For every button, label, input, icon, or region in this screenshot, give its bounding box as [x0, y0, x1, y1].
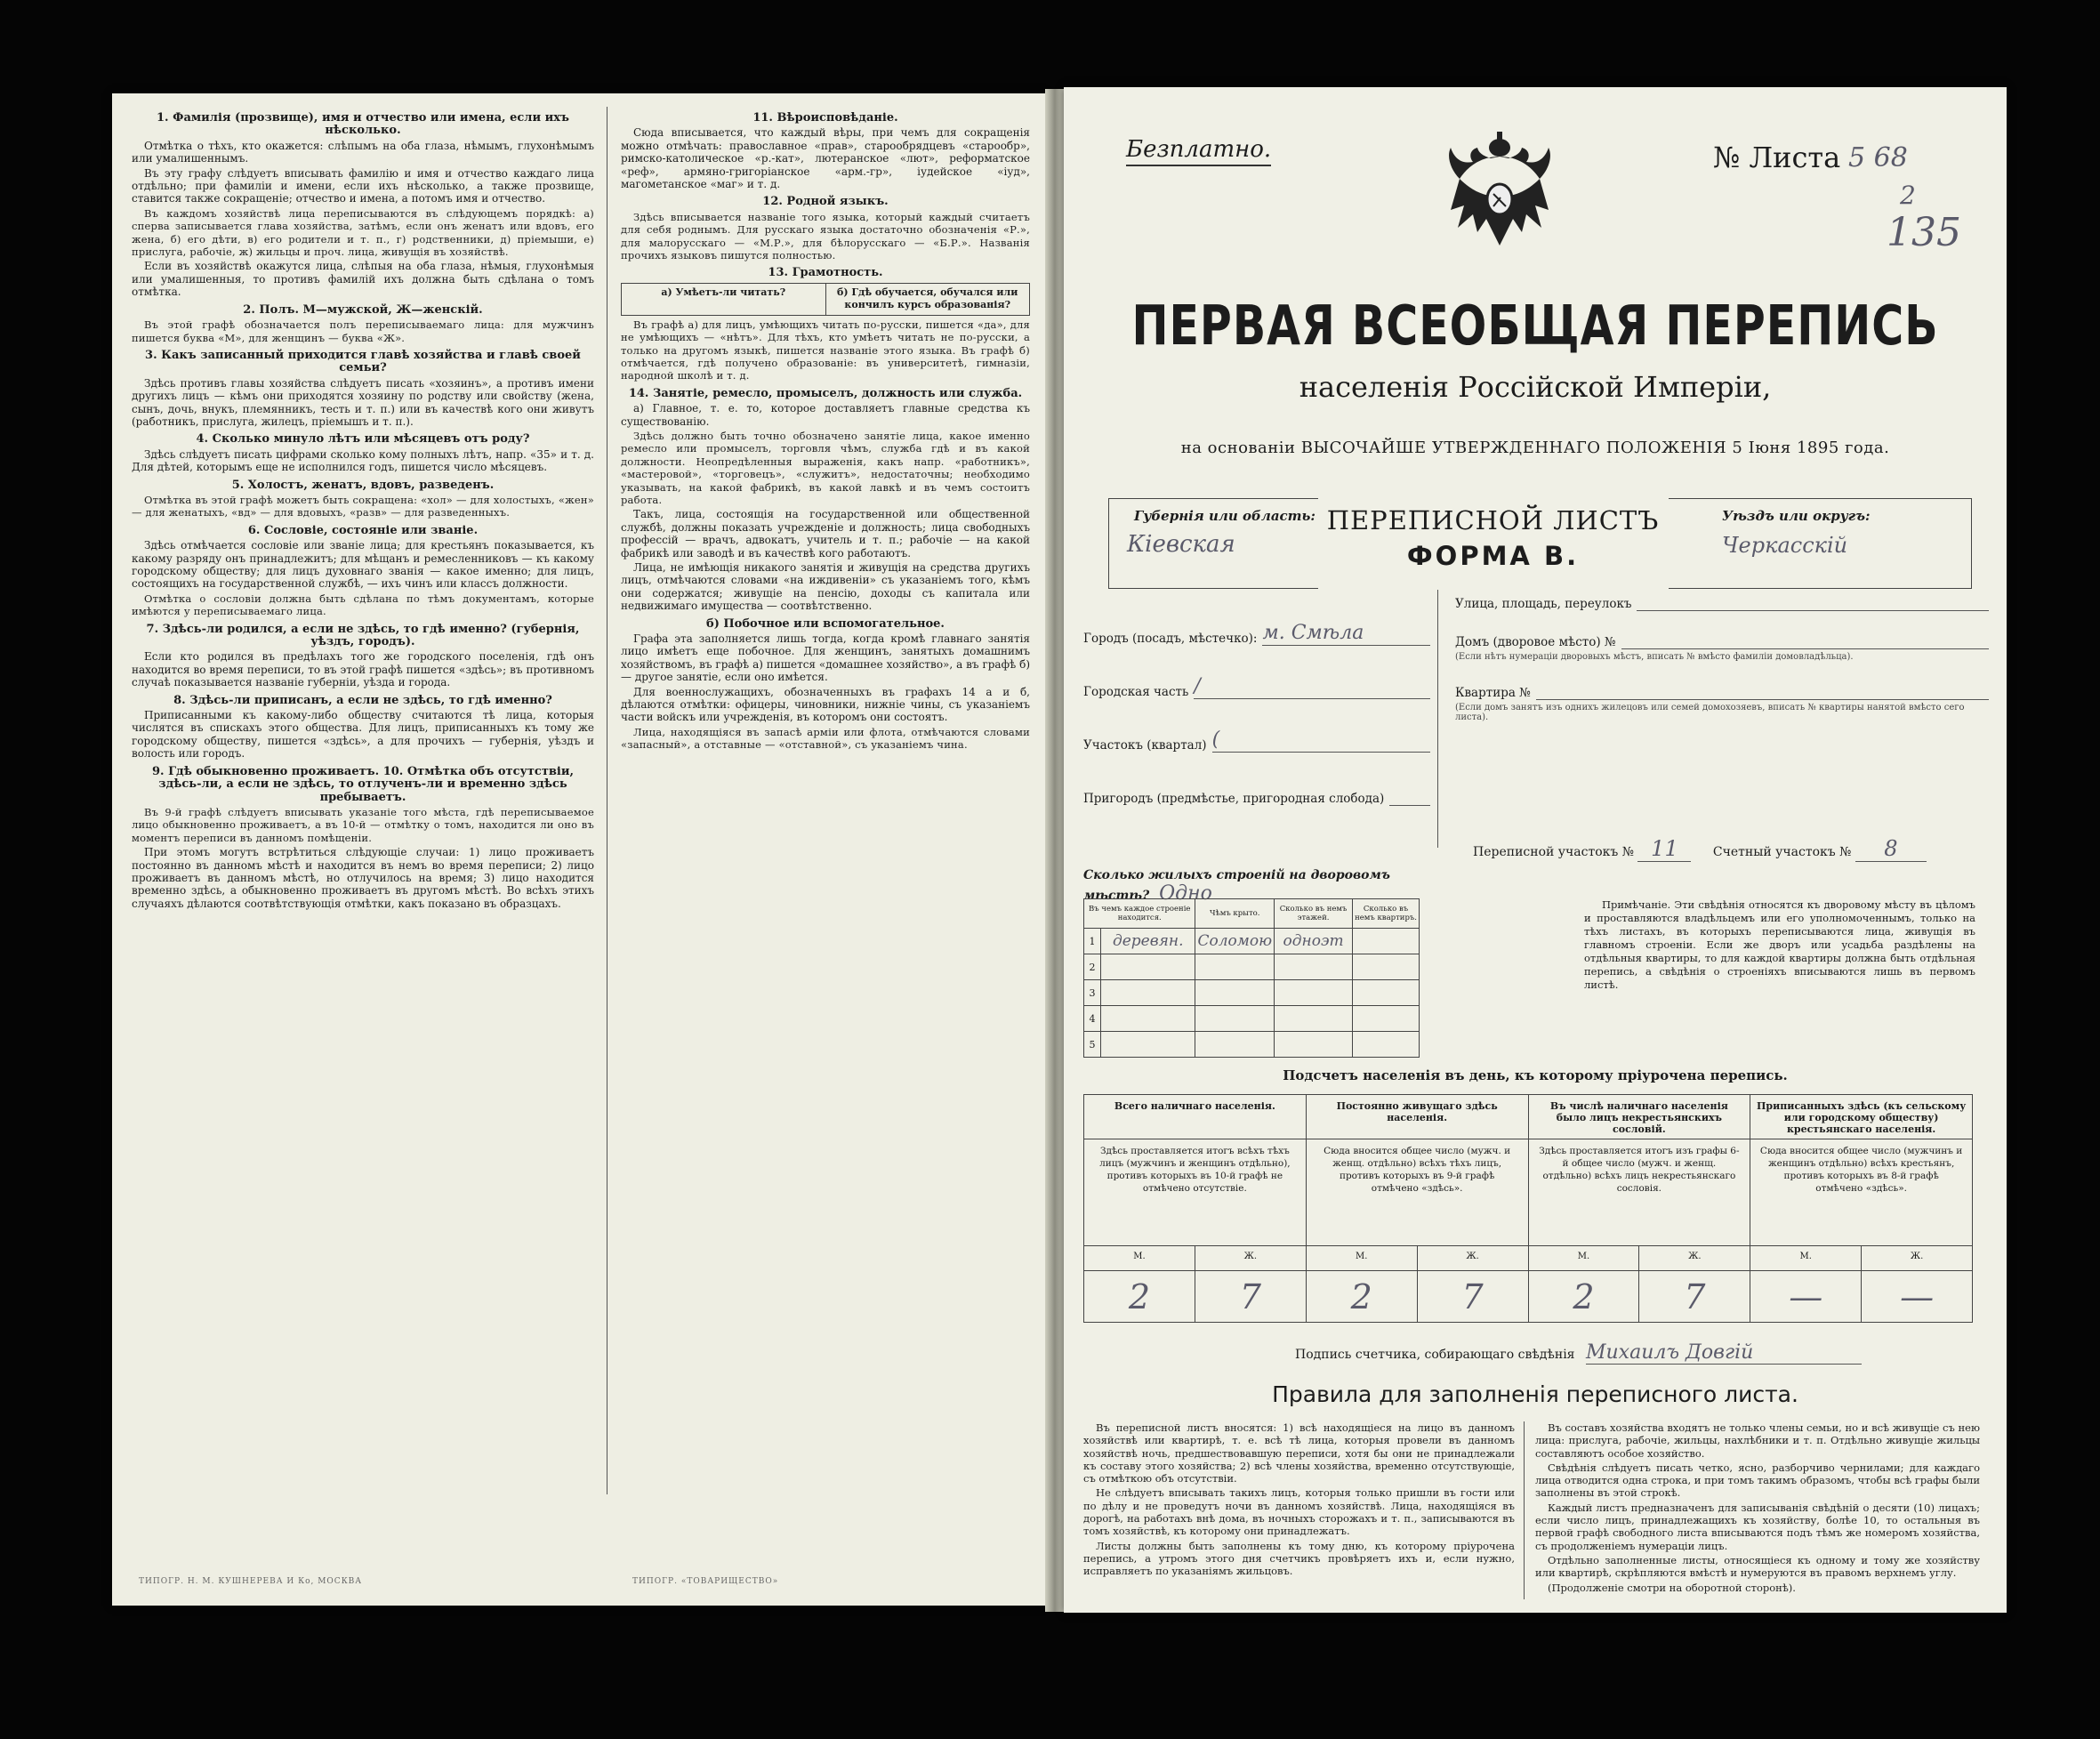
- address-value: [1621, 631, 1989, 649]
- paragraph: Въ графѣ а) для лицъ, умѣющихъ читать по-русски, пишется «да», для не умѣющихъ — «нѣтъ». Для тѣхъ, кто умѣетъ читать не по-русски, а только на другомъ языкѣ, пишется названіе этого языка. Въ графѣ б) отмѣчается, гдѣ получено образованіе: въ университетѣ, гимназіи, народной школѣ и т. д.: [621, 318, 1030, 382]
- rules-title: Правила для заполненія переписного листа.: [1272, 1381, 1798, 1407]
- female-count: 7: [1639, 1271, 1750, 1323]
- perepisnoy-label: Переписной участокъ №: [1473, 845, 1634, 859]
- paragraph: Если кто родился въ предѣлахъ того же городского поселенія, гдѣ онъ находится во время переписи, то въ этой графѣ пишется «здѣсь»; въ противномъ случаѣ показывается названіе губерніи, уѣзда и города.: [132, 650, 594, 689]
- female-count: 7: [1195, 1271, 1307, 1323]
- address-label: Городъ (посадъ, мѣстечко):: [1083, 632, 1258, 646]
- male-label: М.: [1750, 1246, 1862, 1271]
- address-fields-right: [1455, 592, 1989, 742]
- buildings-cell: [1101, 1032, 1195, 1058]
- female-count: 7: [1418, 1271, 1529, 1323]
- address-row: [1455, 631, 1989, 662]
- rules-paragraph: Свѣдѣнія слѣдуетъ писать четко, ясно, разборчиво чернилами; для каждаго лица отводится одна строка, и при томъ такимъ образомъ, чтобы всѣ графы были заполнены въ этой строкѣ.: [1535, 1461, 1980, 1500]
- address-line: [1455, 681, 1989, 700]
- paragraph: Если въ хозяйствѣ окажутся лица, слѣпыя на оба глаза, нѣмыя, глухонѣмыя или умалишенныя, то противъ фамилій ихъ должна быть сдѣлана о томъ отмѣтка.: [132, 260, 594, 299]
- buildings-header: Сколько въ немъ этажей.: [1275, 899, 1353, 929]
- gubernia-label: Губернія или область:: [1134, 508, 1316, 524]
- female-label: Ж.: [1639, 1246, 1750, 1271]
- female-label: Ж.: [1418, 1246, 1529, 1271]
- address-label: Участокъ (квартал): [1083, 738, 1207, 753]
- paragraph: Такъ, лица, состоящія на государственной или общественной службѣ, должны показать учрежденіе и должность; лица свободныхъ профессій — врачъ, адвокатъ, учитель и т. п.; рабочіе — на какой фабрикѣ или заводѣ и въ качествѣ кого работаютъ.: [621, 508, 1030, 560]
- section-heading: 5. Холостъ, женатъ, вдовъ, разведенъ.: [231, 478, 495, 492]
- buildings-cell: [1353, 1006, 1420, 1032]
- paragraph: Для военнослужащихъ, обозначенныхъ въ графахъ 14 а и б, дѣлаются отмѣтки: офицеры, чиновники, нижніе чины, съ указаніемъ части войскъ или учрежденія, въ которомъ они состоятъ.: [621, 685, 1030, 724]
- list-title-block: [1317, 498, 1669, 587]
- male-label: М.: [1084, 1246, 1195, 1271]
- address-value: м. Смѣла: [1262, 622, 1430, 646]
- paragraph: Въ эту графу слѣдуетъ вписывать фамилію и имя и отчество каждаго лица отдѣльно; при фамиліи и имени, если ихъ нѣсколько, а также прозвище, ставится также сокращеніе; отчество и имена, а потомъ имя и отчество.: [132, 166, 594, 205]
- paragraph: а) Главное, т. е. то, которое доставляетъ главные средства къ существованію.: [621, 402, 1030, 428]
- section-heading: 9. Гдѣ обыкновенно проживаетъ. 10. Отмѣтка объ отсутствіи, здѣсь-ли, а если не здѣсь, то отлученъ-ли и временно здѣсь пребываетъ.: [151, 764, 575, 804]
- section-heading: 11. Вѣроисповѣданіе.: [752, 111, 898, 125]
- paragraph: Въ каждомъ хозяйствѣ лица переписываются въ слѣдующемъ порядкѣ: а) сперва записывается глава хозяйства, затѣмъ, если онъ женатъ или вдовъ, его жена, б) его дѣти, в) его родители и т. п., г) родственники, д) пріемыши, е) прислуга, рабочіе, ж) жильцы и проч. лица, живущія въ хозяйствѣ.: [132, 206, 594, 259]
- buildings-cell: [1275, 954, 1353, 980]
- paragraph: Лица, не имѣющія никакого занятія и живущія на средства другихъ лицъ, отмѣчаются словами «на иждивеніи» съ указаніемъ того, кѣмъ они содержатся; живущіе на пенсію, доходы съ капитала или недвижимаго имущества — соотвѣтственно.: [621, 561, 1030, 613]
- paragraph: Здѣсь отмѣчается сословіе или званіе лица; для крестьянъ показывается, къ какому разряду онъ принадлежитъ; для мѣщанъ и ремесленниковъ — къ какому городскому обществу; для лицъ духовнаго званія — какое именно; для лицъ, состоящихъ на государственной службѣ, — ихъ чинъ или классъ должности.: [132, 539, 594, 591]
- paragraph: Въ этой графѣ обозначается полъ переписываемаго лица: для мужчинъ пишется буква «М», для женщинъ — буква «Ж».: [132, 318, 594, 344]
- address-row: [1083, 753, 1430, 806]
- female-count: —: [1862, 1271, 1973, 1323]
- paragraph: Здѣсь слѣдуетъ писать цифрами сколько кому полныхъ лѣтъ, напр. «35» и т. д. Для дѣтей, которымъ еще не исполнился годъ, пишется число мѣсяцевъ.: [132, 447, 594, 474]
- address-line: [1455, 631, 1989, 649]
- schetny-value: 8: [1855, 836, 1927, 862]
- count-column-header: Приписанныхъ здѣсь (къ сельскому или городскому обществу) крестьянскаго населенія.: [1750, 1095, 1973, 1139]
- paragraph: Здѣсь противъ главы хозяйства слѣдуетъ писать «хозяинъ», а противъ имени другихъ лицъ — кѣмъ они приходятся хозяину по родству или свойству (жена, сынъ, дочь, внукъ, племянникъ, тесть и т. п.) или въ качествѣ кого они живутъ (работникъ, прислуга, жилецъ, пріемышъ и т. п.).: [132, 376, 594, 428]
- rules-paragraph: Отдѣльно заполненные листы, относящіеся къ одному и тому же хозяйству или квартирѣ, скрѣпляются вмѣстѣ и нумеруются въ правомъ верхнемъ углу.: [1535, 1553, 1980, 1580]
- address-note: (Если домъ занятъ изъ однихъ жилецовъ или семей домохозяевъ, вписать № квартиры нанятой вмѣсто сего листа).: [1455, 703, 1965, 722]
- buildings-row: [1084, 980, 1420, 1006]
- buildings-table: [1083, 898, 1420, 1058]
- sheet-number-label: № Листа: [1713, 141, 1841, 174]
- address-value: [1637, 592, 1989, 611]
- address-label: Городская часть: [1083, 685, 1189, 699]
- address-row: [1455, 592, 1989, 611]
- buildings-note: Примѣчаніе. Эти свѣдѣнія относятся къ дворовому мѣсту въ цѣломъ и проставляются владѣльцемъ или его уполномоченнымъ, только на тѣхъ листахъ, въ которыхъ переписываются лица, живущія въ главномъ строеніи. Если же дворъ или усадьба раздѣлены на отдѣльныя квартиры, то для каждой квартиры должна быть отдѣльная перепись, а свѣдѣнія о строеніяхъ вписываются лишь въ первомъ листѣ.: [1584, 898, 1975, 991]
- gubernia-field: [1108, 498, 1318, 589]
- male-count: —: [1750, 1271, 1862, 1323]
- list-form: ФОРМА В.: [1406, 541, 1580, 571]
- buildings-row: [1084, 1032, 1420, 1058]
- address-label: Квартира №: [1455, 686, 1531, 700]
- literacy-subtable: [621, 283, 1030, 316]
- imperial-eagle-emblem: [1442, 130, 1557, 254]
- literacy-subheading: а) Умѣетъ-ли читать?: [622, 284, 826, 316]
- address-divider: [1437, 590, 1438, 848]
- census-basis: на основаніи ВЫСОЧАЙШЕ УТВЕРЖДЕННАГО ПОЛОЖЕНІЯ 5 Іюня 1895 года.: [1180, 439, 1890, 457]
- buildings-cell: [1353, 1032, 1420, 1058]
- census-title: ПЕРВАЯ ВСЕОБЩАЯ ПЕРЕПИСЬ: [1131, 294, 1939, 358]
- count-title: Подсчетъ населенія въ день, къ которому пріурочена перепись.: [1283, 1067, 1788, 1083]
- rules-paragraph: Въ переписной листъ вносятся: 1) всѣ находящіеся на лицо въ данномъ хозяйствѣ или квартирѣ, т. е. всѣ тѣ лица, которыя провели въ данномъ хозяйствѣ ночь, предшествовавшую переписи, хотя бы они не принадлежали къ составу этого хозяйства; 2) всѣ члены хозяйства, временно отсутствующіе, съ отмѣткою объ отсутствіи.: [1083, 1421, 1515, 1485]
- address-label: Домъ (дворовое мѣсто) №: [1455, 635, 1616, 649]
- signature-value: Михаилъ Довгій: [1586, 1341, 1862, 1365]
- male-label: М.: [1307, 1246, 1418, 1271]
- count-grid: [1083, 1094, 1973, 1323]
- count-column-description: Здѣсь проставляется итогъ всѣхъ тѣхъ лицъ (мужчинъ и женщинъ отдѣльно), противъ которыхъ въ 10-й графѣ не отмѣчено отсутствіе.: [1084, 1139, 1307, 1246]
- paragraph: Лица, находящіяся въ запасѣ арміи или флота, отмѣчаются словами «запасный», а отставные — «отставной», съ указаніемъ чина.: [621, 725, 1030, 752]
- gubernia-value: Кіевская: [1127, 531, 1235, 558]
- paragraph: Отмѣтка въ этой графѣ можетъ быть сокращена: «хол» — для холостыхъ, «жен» — для женатыхъ, «вд» — для вдовыхъ, «разв» — для разведенныхъ.: [132, 493, 594, 519]
- buildings-cell: [1101, 954, 1195, 980]
- section-heading: 7. Здѣсь-ли родился, а если не здѣсь, то гдѣ именно? (губернія, уѣздъ, городъ).: [146, 622, 580, 649]
- paragraph: Приписанными къ какому-либо обществу считаются тѣ лица, которыя числятся въ спискахъ этого общества. Для лицъ, приписанныхъ къ тому же городскому обществу, пишется «здѣсь», а для прочихъ — губернія, уѣздъ и волость или городъ.: [132, 709, 594, 761]
- schetny-label: Счетный участокъ №: [1712, 845, 1852, 859]
- count-column-header: Всего наличнаго населенія.: [1084, 1095, 1307, 1139]
- uezd-value: Черкасскій: [1722, 533, 1848, 558]
- population-count-table: [1083, 1094, 1973, 1334]
- address-label: Улица, площадь, переулокъ: [1455, 597, 1632, 611]
- uezd-label: Уѣздъ или округъ:: [1722, 508, 1871, 524]
- address-row: [1083, 646, 1430, 699]
- perepisnoy-uchastok: [1473, 836, 1989, 862]
- address-line: [1455, 592, 1989, 611]
- buildings-cell: [1353, 980, 1420, 1006]
- count-column-header: Въ числѣ наличнаго населенія было лицъ некрестьянскихъ сословій.: [1529, 1095, 1751, 1139]
- free-label: Безплатно.: [1126, 136, 1271, 166]
- address-value: [1536, 681, 1989, 700]
- buildings-cell: [1275, 1032, 1353, 1058]
- address-row: [1455, 681, 1989, 722]
- rules-paragraph: Не слѣдуетъ вписывать такихъ лицъ, которыя только пришли въ гости или по дѣлу и не проведутъ ночи въ данномъ хозяйствѣ. Лица, находящіяся въ дорогѣ, на работахъ внѣ дома, въ ночныхъ сторожахъ и т. п., записываются въ томъ хозяйствѣ, къ которому они принадлежатъ.: [1083, 1486, 1515, 1538]
- buildings-answer: Одно: [1159, 882, 1212, 905]
- rules-divider: [1524, 1421, 1525, 1599]
- section-heading: 2. Полъ. М—мужской, Ж—женскій.: [243, 302, 483, 317]
- paragraph: Сюда вписывается, что каждый вѣры, при чемъ для сокращенія можно отмѣчать: православное «прав», старообрядцевъ «старообр», римско-католическое «р.-кат», лютеранское «лют», реформатское «реф», армяно-григоріанское «арм.-гр», іудейское «іуд», магометанское «маг» и т. д.: [621, 126, 1030, 191]
- count-column-description: Сюда вносится общее число (мужчинъ и женщинъ отдѣльно) всѣхъ крестьянъ, противъ которыхъ въ 8-й графѣ отмѣчено «здѣсь».: [1750, 1139, 1973, 1246]
- section-heading: 12. Родной языкъ.: [762, 195, 889, 209]
- left-text-column-1: [132, 107, 594, 1503]
- uezd-field: [1669, 498, 1972, 589]
- rules-paragraph: Въ составъ хозяйства входятъ не только члены семьи, но и всѣ живущіе съ нею лица: прислуга, рабочіе, жильцы, нахлѣбники и т. п. Отдѣльно живущіе жильцы составляютъ особое хозяйство.: [1535, 1421, 1980, 1460]
- buildings-cell: [1353, 929, 1420, 954]
- buildings-cell: 3: [1084, 980, 1101, 1006]
- section-heading: 8. Здѣсь-ли приписанъ, а если не здѣсь, то гдѣ именно?: [173, 693, 552, 707]
- buildings-cell: [1101, 980, 1195, 1006]
- paragraph: Здѣсь должно быть точно обозначено занятіе лица, какое именно ремесло или промыселъ, торговля чѣмъ, служба гдѣ и въ какой должности. Неопредѣленныя выраженія, какъ напр. «работникъ», «мастеровой», «торговецъ», «служитъ», недостаточны; необходимо указывать, на какой фабрикѣ, въ какой лавкѣ и въ чемъ состоитъ работа.: [621, 429, 1030, 506]
- sheet-number-handwritten-3: 135: [1887, 210, 1961, 255]
- address-note: (Если нѣтъ нумераціи дворовыхъ мѣстъ, вписать № вмѣсто фамиліи домовладѣльца).: [1455, 652, 1854, 662]
- buildings-cell: деревян.: [1101, 929, 1195, 954]
- male-label: М.: [1529, 1246, 1640, 1271]
- sheet-number-handwritten: 5 68: [1848, 142, 1908, 173]
- section-heading: 3. Какъ записанный приходится главѣ хозяйства и главѣ своей семьи?: [145, 348, 581, 375]
- section-heading: 13. Грамотность.: [768, 266, 883, 280]
- section-heading: б) Побочное или вспомогательное.: [706, 616, 945, 631]
- printer-imprint-right: ТИПОГР. «ТОВАРИЩЕСТВО»: [632, 1577, 779, 1586]
- buildings-cell: [1275, 980, 1353, 1006]
- book-gutter: [1045, 89, 1065, 1612]
- perepisnoy-value: 11: [1637, 836, 1691, 862]
- counter-signature: [1295, 1341, 1989, 1365]
- printer-imprint-left: ТИПОГР. Н. М. КУШНЕРЕВА И Ко, МОСКВА: [139, 1577, 363, 1586]
- rules-left-column: [1083, 1421, 1515, 1604]
- address-row: [1083, 592, 1430, 646]
- literacy-subheading: б) Гдѣ обучается, обучался или кончилъ курсъ образованія?: [826, 284, 1031, 316]
- buildings-question-text: Сколько жилыхъ строеній на дворовомъ мѣстѣ?: [1083, 868, 1390, 903]
- rules-paragraph: Каждый листъ предназначенъ для записыванія свѣдѣній о десяти (10) лицахъ; если число лицъ, принадлежащихъ къ хозяйству, болѣе 10, то остальныя въ первой графѣ свободного листа вписываются подъ тѣмъ же номеромъ хозяйства, съ продолженіемъ нумераціи лицъ.: [1535, 1501, 1980, 1552]
- census-subtitle: населенія Россійской Имперіи,: [1299, 370, 1772, 404]
- buildings-cell: [1275, 1006, 1353, 1032]
- buildings-cell: [1101, 1006, 1195, 1032]
- address-label: Пригородъ (предмѣстье, пригородная слобода): [1083, 792, 1385, 806]
- left-page: [112, 93, 1046, 1606]
- buildings-cell: [1195, 954, 1275, 980]
- sheet-number-handwritten-2: 2: [1900, 181, 1916, 210]
- section-heading: 14. Занятіе, ремесло, промыселъ, должность или служба.: [628, 386, 1023, 400]
- paragraph: Отмѣтка о тѣхъ, кто окажется: слѣпымъ на оба глаза, нѣмымъ, глухонѣмымъ или умалишеннымъ.: [132, 139, 594, 165]
- rules-paragraph: Листы должны быть заполнены къ тому дню, къ которому пріурочена перепись, а утромъ этого дня счетчикъ провѣряетъ ихъ и, если нужно, исправляетъ по указаніямъ жильцовъ.: [1083, 1539, 1515, 1578]
- count-column-description: Здѣсь проставляется итогъ изъ графы 6-й общее число (мужч. и женщ. отдѣльно) всѣхъ лицъ некрестьянскаго сословія.: [1529, 1139, 1751, 1246]
- buildings-header: Чѣмъ крыто.: [1195, 899, 1275, 929]
- address-value: /: [1194, 675, 1430, 699]
- section-heading: 4. Сколько минуло лѣтъ или мѣсяцевъ отъ роду?: [196, 432, 530, 447]
- paragraph: Графа эта заполняется лишь тогда, когда кромѣ главнаго занятія лицо имѣетъ еще побочное. Для женщинъ, занятыхъ домашнимъ хозяйствомъ, въ графѣ а) пишется «домашнее хозяйство», а въ графѣ б) — другое занятіе, если оно имѣется.: [621, 632, 1030, 684]
- paragraph: Въ 9-й графѣ слѣдуетъ вписывать указаніе того мѣста, гдѣ переписываемое лицо обыкновенно проживаетъ, а въ 10-й — отмѣтку о томъ, находится ли оно въ моментъ переписи въ данномъ помѣщеніи.: [132, 805, 594, 844]
- buildings-row: [1084, 1006, 1420, 1032]
- female-label: Ж.: [1195, 1246, 1307, 1271]
- buildings-cell: [1353, 954, 1420, 980]
- buildings-header: Сколько въ немъ квартиръ.: [1353, 899, 1420, 929]
- right-page: [1064, 87, 2007, 1613]
- buildings-header-row: [1084, 899, 1420, 929]
- address-value: (: [1212, 729, 1430, 753]
- buildings-cell: 2: [1084, 954, 1101, 980]
- female-label: Ж.: [1862, 1246, 1973, 1271]
- address-fields-left: [1083, 592, 1430, 806]
- buildings-cell: [1195, 980, 1275, 1006]
- buildings-cell: 1: [1084, 929, 1101, 954]
- male-count: 2: [1307, 1271, 1418, 1323]
- rules-right-column: [1535, 1421, 1980, 1604]
- section-heading: 6. Сословіе, состояніе или званіе.: [247, 523, 479, 537]
- buildings-header: Въ чемъ каждое строеніе находится.: [1084, 899, 1195, 929]
- rules-paragraph: (Продолженіе смотри на оборотной сторонѣ).: [1548, 1581, 1796, 1594]
- left-text-column-2: [621, 107, 1030, 1503]
- paragraph: Отмѣтка о сословіи должна быть сдѣлана по тѣмъ документамъ, которые имѣются у переписываемаго лица.: [132, 592, 594, 618]
- buildings-cell: Соломою: [1195, 929, 1275, 954]
- signature-label: Подпись счетчика, собирающаго свѣдѣнія: [1295, 1348, 1575, 1362]
- paragraph: При этомъ могутъ встрѣтиться слѣдующіе случаи: 1) лицо проживаетъ постоянно въ данномъ мѣстѣ и находится въ немъ во время переписи; 2) лицо проживаетъ въ данномъ мѣстѣ, но отлучилось на время; 3) лицо находится временно здѣсь, а обыкновенно проживаетъ въ другомъ мѣстѣ. Во всѣхъ этихъ случаяхъ дѣлаются соотвѣтствующія отмѣтки, какъ показано въ образцахъ.: [132, 846, 594, 910]
- buildings-cell: 4: [1084, 1006, 1101, 1032]
- paragraph: Здѣсь вписывается названіе того языка, который каждый считаетъ для себя роднымъ. Для русскаго языка достаточно обозначенія «Р.», для малорусскаго — «М.Р.», для бѣлорусскаго — «Б.Р.». Названія прочихъ языковъ пишутся полностью.: [621, 210, 1030, 262]
- count-column-header: Постоянно живущаго здѣсь населенія.: [1307, 1095, 1529, 1139]
- address-value: [1389, 782, 1430, 806]
- buildings-row: [1084, 954, 1420, 980]
- male-count: 2: [1529, 1271, 1640, 1323]
- buildings-cell: 5: [1084, 1032, 1101, 1058]
- section-heading: 1. Фамилія (прозвище), имя и отчество или имена, если ихъ нѣсколько.: [157, 111, 569, 138]
- list-title: ПЕРЕПИСНОЙ ЛИСТЪ: [1326, 505, 1660, 535]
- address-row: [1083, 699, 1430, 753]
- count-column-description: Сюда вносится общее число (мужч. и женщ. отдѣльно) всѣхъ тѣхъ лицъ, противъ которыхъ въ 9-й графѣ отмѣчено «здѣсь».: [1307, 1139, 1529, 1246]
- buildings-cell: [1195, 1006, 1275, 1032]
- buildings-cell: [1195, 1032, 1275, 1058]
- buildings-row: [1084, 929, 1420, 954]
- male-count: 2: [1084, 1271, 1195, 1323]
- buildings-cell: одноэт: [1275, 929, 1353, 954]
